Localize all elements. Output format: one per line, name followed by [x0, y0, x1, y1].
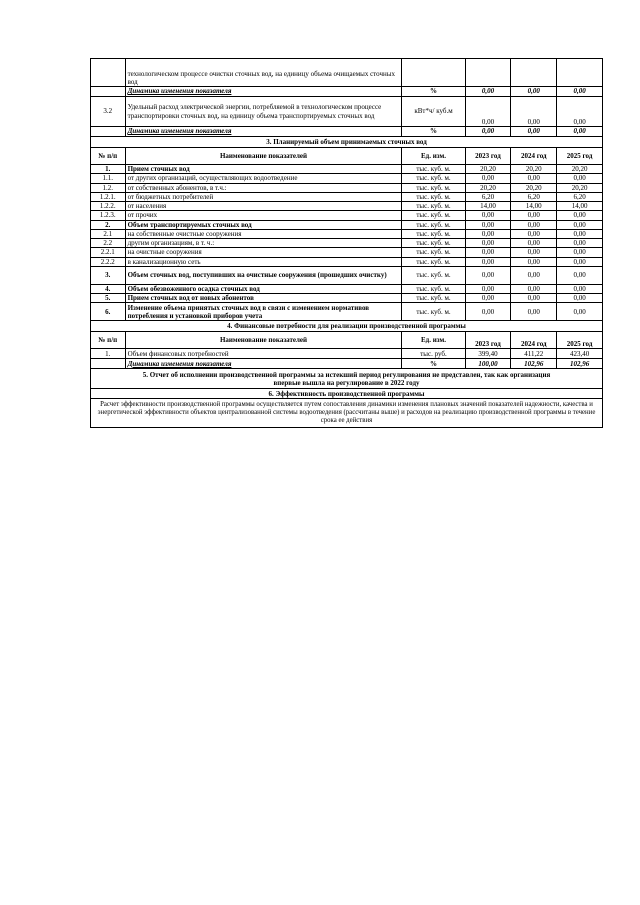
value-cell: 0,00 [465, 211, 511, 220]
value-cell: 20,20 [465, 183, 511, 192]
row-number: 1.2.3. [91, 211, 126, 220]
row-number: 1.2. [91, 183, 126, 192]
row-label: в канализационную сеть [125, 257, 402, 266]
unit-cell: тыс. куб. м. [402, 165, 465, 174]
unit-cell: тыс. куб. м. [402, 174, 465, 183]
row-number: 1. [91, 349, 126, 359]
value-cell: 0,00 [557, 266, 603, 284]
text-row [91, 399, 603, 428]
table-row [91, 284, 603, 293]
row-label: технологическом процессе очистки сточных вод, на единицу объема очищаемых сточных вод [125, 59, 402, 87]
value-cell: 20,20 [557, 183, 603, 192]
header-year-2: 2024 год [511, 148, 557, 165]
row-label: Объем обезвоженного осадка сточных вод [125, 284, 402, 293]
header-year-2: 2024 год [511, 332, 557, 349]
table-row [91, 87, 603, 97]
table-row [91, 202, 603, 211]
row-label: Объем транспортируемых сточных вод [125, 220, 402, 229]
row-label: от бюджетных потребителей [125, 192, 402, 201]
cell-empty [511, 59, 557, 87]
section-6-text: Расчет эффективности производственной программы осуществляется путем сопоставления динамики изменения плановых значений показателей надежности, качества и энергетической эффективности объектов централизованной системы водоотведения (рассчитаны выше) и расходов на реализацию производственной программы в течение срока ее действия [91, 399, 603, 428]
value-cell: 0,00 [465, 127, 511, 137]
unit-cell: тыс. куб. м. [402, 248, 465, 257]
value-cell: 0,00 [511, 87, 557, 97]
value-cell: 0,00 [511, 229, 557, 238]
table-row [91, 59, 603, 87]
value-cell: 0,00 [557, 174, 603, 183]
table-row [91, 266, 603, 284]
value-cell: 0,00 [465, 174, 511, 183]
value-cell: 0,00 [557, 229, 603, 238]
value-cell: 0,00 [511, 239, 557, 248]
table-row [91, 220, 603, 229]
value-cell: 0,00 [465, 87, 511, 97]
value-cell: 6,20 [465, 192, 511, 201]
unit-cell: % [402, 359, 465, 369]
value-cell: 0,00 [557, 239, 603, 248]
value-cell: 399,40 [465, 349, 511, 359]
row-number: 1. [91, 165, 126, 174]
value-cell: 423,40 [557, 349, 603, 359]
value-cell: 0,00 [511, 97, 557, 127]
value-cell: 20,20 [511, 165, 557, 174]
header-year-3: 2025 год [557, 148, 603, 165]
value-cell: 0,00 [465, 239, 511, 248]
table-row [91, 183, 603, 192]
section-3-title: 3. Планируемый объем принимаемых сточных вод [91, 137, 603, 148]
unit-cell: тыс. куб. м. [402, 229, 465, 238]
document-page [90, 58, 603, 428]
header-row [91, 148, 603, 165]
header-row [91, 332, 603, 349]
value-cell: 0,00 [511, 266, 557, 284]
row-label: от других организаций, осуществляющих водоотведение [125, 174, 402, 183]
value-cell: 0,00 [557, 284, 603, 293]
value-cell: 0,00 [511, 211, 557, 220]
section-5-title: 5. Отчет об исполнении производственной программы за истекший период регулирования не представлен, так как организация впервые вышла на регулирование в 2022 году [91, 369, 603, 389]
value-cell: 20,20 [465, 165, 511, 174]
unit-cell: тыс. куб. м. [402, 220, 465, 229]
unit-cell: тыс. куб. м. [402, 211, 465, 220]
row-number: 3.2 [91, 97, 126, 127]
value-cell: 0,00 [465, 220, 511, 229]
header-num: № п/п [91, 332, 126, 349]
header-name: Наименование показателей [125, 148, 402, 165]
unit-cell: тыс. куб. м. [402, 183, 465, 192]
value-cell: 411,22 [511, 349, 557, 359]
value-cell: 20,20 [557, 165, 603, 174]
value-cell: 0,00 [511, 257, 557, 266]
value-cell: 0,00 [557, 294, 603, 303]
value-cell: 0,00 [465, 97, 511, 127]
row-number: 2.1 [91, 229, 126, 238]
value-cell: 102,96 [511, 359, 557, 369]
header-unit: Ед. изм. [402, 332, 465, 349]
value-cell: 14,00 [557, 202, 603, 211]
dynamics-label: Динамика изменения показателя [125, 127, 402, 137]
value-cell: 6,20 [557, 192, 603, 201]
row-label: Объем сточных вод, поступивших на очистные сооружения (прошедших очистку) [125, 266, 402, 284]
row-label: другим организациям, в т. ч.: [125, 239, 402, 248]
value-cell: 0,00 [465, 248, 511, 257]
header-year-1: 2023 год [465, 148, 511, 165]
row-label: на собственные очистные сооружения [125, 229, 402, 238]
row-number: 4. [91, 284, 126, 293]
table-row [91, 165, 603, 174]
unit-cell: тыс. куб. м. [402, 284, 465, 293]
unit-cell: % [402, 87, 465, 97]
row-number: 6. [91, 303, 126, 321]
table-row [91, 127, 603, 137]
unit-cell: тыс. куб. м. [402, 192, 465, 201]
cell-empty [465, 59, 511, 87]
table-row [91, 192, 603, 201]
value-cell: 0,00 [557, 127, 603, 137]
value-cell: 0,00 [465, 294, 511, 303]
value-cell: 0,00 [511, 284, 557, 293]
row-number: 5. [91, 294, 126, 303]
row-label: Объем финансовых потребностей [125, 349, 402, 359]
unit-cell: тыс. куб. м. [402, 266, 465, 284]
value-cell: 0,00 [557, 257, 603, 266]
row-number: 2.2.1 [91, 248, 126, 257]
section-title-row [91, 321, 603, 332]
row-label: на очистные сооружения [125, 248, 402, 257]
value-cell: 0,00 [557, 87, 603, 97]
header-year-1: 2023 год [465, 332, 511, 349]
row-label: от населения [125, 202, 402, 211]
unit-cell: тыс. куб. м. [402, 239, 465, 248]
value-cell: 0,00 [557, 211, 603, 220]
table-row [91, 349, 603, 359]
table-row [91, 97, 603, 127]
cell-empty [91, 127, 126, 137]
header-num: № п/п [91, 148, 126, 165]
unit-cell: тыс. руб. [402, 349, 465, 359]
cell-empty [402, 59, 465, 87]
row-number: 3. [91, 266, 126, 284]
section-3-body [91, 165, 603, 321]
table-row [91, 359, 603, 369]
header-name: Наименование показателей [125, 332, 402, 349]
unit-cell: кВт*ч/ куб.м [402, 97, 465, 127]
section-title-row [91, 137, 603, 148]
section-title-row [91, 369, 603, 389]
row-number: 1.2.2. [91, 202, 126, 211]
value-cell: 0,00 [557, 248, 603, 257]
row-number: 1.2.1. [91, 192, 126, 201]
value-cell: 0,00 [465, 229, 511, 238]
table-row [91, 239, 603, 248]
value-cell: 6,20 [511, 192, 557, 201]
dynamics-label: Динамика изменения показателя [125, 359, 402, 369]
value-cell: 0,00 [557, 220, 603, 229]
row-number: 2. [91, 220, 126, 229]
row-number: 1.1. [91, 174, 126, 183]
value-cell: 14,00 [465, 202, 511, 211]
cell-empty [91, 359, 126, 369]
table-row [91, 257, 603, 266]
value-cell: 0,00 [465, 266, 511, 284]
header-unit: Ед. изм. [402, 148, 465, 165]
value-cell: 14,00 [511, 202, 557, 211]
dynamics-label: Динамика изменения показателя [125, 87, 402, 97]
row-label: от собственных абонентов, в т.ч.: [125, 183, 402, 192]
value-cell: 0,00 [511, 174, 557, 183]
unit-cell: тыс. куб. м. [402, 303, 465, 321]
cell-empty [557, 59, 603, 87]
value-cell: 100,00 [465, 359, 511, 369]
table-row [91, 248, 603, 257]
cell-empty [91, 59, 126, 87]
table-row [91, 229, 603, 238]
row-label: Изменение объема принятых сточных вод в связи с изменением нормативов потребления и установкой приборов учета [125, 303, 402, 321]
section-title-row [91, 389, 603, 399]
table-row [91, 303, 603, 321]
value-cell: 0,00 [511, 220, 557, 229]
table-row [91, 174, 603, 183]
value-cell: 20,20 [511, 183, 557, 192]
value-cell: 0,00 [511, 248, 557, 257]
section-6-title: 6. Эффективность производственной программы [91, 389, 603, 399]
value-cell: 0,00 [557, 97, 603, 127]
row-number: 2.2.2 [91, 257, 126, 266]
unit-cell: % [402, 127, 465, 137]
table-row [91, 211, 603, 220]
indicators-table [90, 58, 603, 428]
row-label: Удельный расход электрической энергии, потребляемой в технологическом процессе транспортировки сточных вод, на единицу объема транспортируемых сточных вод [125, 97, 402, 127]
section-4-title: 4. Финансовые потребности для реализации производственной программы [91, 321, 603, 332]
header-year-3: 2025 год [557, 332, 603, 349]
value-cell: 0,00 [511, 303, 557, 321]
value-cell: 0,00 [465, 303, 511, 321]
table-row [91, 294, 603, 303]
value-cell: 102,96 [557, 359, 603, 369]
row-label: Прием сточных вод от новых абонентов [125, 294, 402, 303]
value-cell: 0,00 [511, 294, 557, 303]
unit-cell: тыс. куб. м. [402, 257, 465, 266]
row-label: Прием сточных вод [125, 165, 402, 174]
unit-cell: тыс. куб. м. [402, 202, 465, 211]
value-cell: 0,00 [465, 257, 511, 266]
value-cell: 0,00 [557, 303, 603, 321]
value-cell: 0,00 [511, 127, 557, 137]
cell-empty [91, 87, 126, 97]
value-cell: 0,00 [465, 284, 511, 293]
unit-cell: тыс. куб. м. [402, 294, 465, 303]
row-number: 2.2 [91, 239, 126, 248]
row-label: от прочих [125, 211, 402, 220]
